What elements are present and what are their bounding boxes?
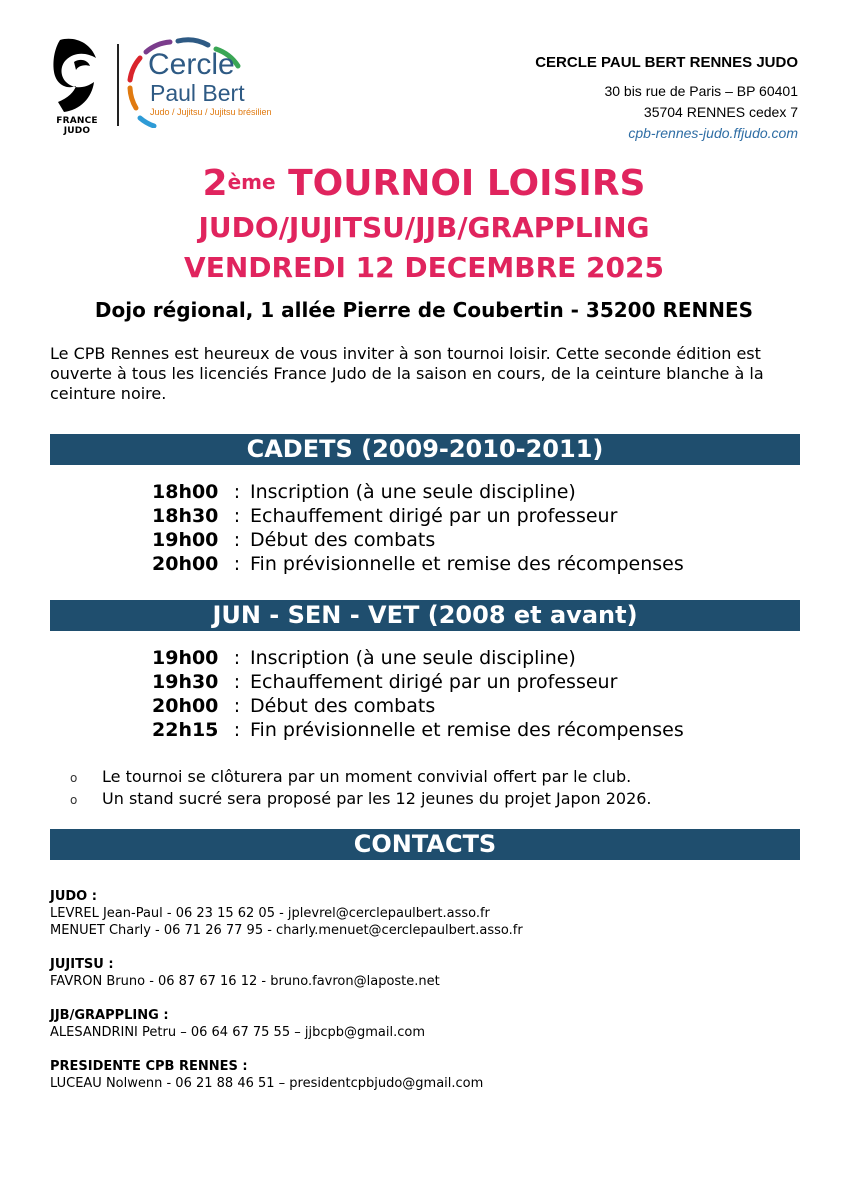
schedule-label: Fin prévisionnelle et remise des récompenses [250, 553, 684, 575]
schedule-time: 18h00 [152, 481, 219, 503]
address-line-1: 30 bis rue de Paris – BP 60401 [604, 83, 798, 99]
contact-line: FAVRON Bruno - 06 87 67 16 12 - bruno.favron@laposte.net [50, 974, 440, 989]
contact-group-jujitsu [50, 956, 810, 990]
france-judo-text-2: JUDO [63, 126, 91, 136]
notes-list [70, 766, 810, 810]
schedule-label: Début des combats [250, 695, 436, 717]
schedule-time: 19h00 [152, 647, 219, 669]
schedule-row [152, 670, 772, 694]
section-bar-contacts: CONTACTS [50, 829, 800, 860]
schedule-colon: : [233, 529, 241, 551]
schedule-label: Inscription (à une seule discipline) [250, 481, 576, 503]
schedule-time: 20h00 [152, 695, 219, 717]
schedule-label: Début des combats [250, 529, 436, 551]
schedule-label: Fin prévisionnelle et remise des récompenses [250, 719, 684, 741]
schedule-row [152, 528, 772, 552]
list-item [70, 766, 810, 788]
schedule-time: 20h00 [152, 553, 219, 575]
logo-tagline: Judo / Jujitsu / Jujitsu brésilien [150, 107, 272, 117]
schedule-colon: : [233, 719, 241, 741]
contact-heading: PRESIDENTE CPB RENNES : [50, 1059, 248, 1074]
note-text: Un stand sucré sera proposé par les 12 jeunes du projet Japon 2026. [102, 789, 652, 808]
contact-heading: JUJITSU : [50, 957, 114, 972]
france-judo-emblem-icon [52, 36, 102, 116]
title-main-text: TOURNOI LOISIRS [275, 163, 646, 204]
schedule-jun-sen-vet [152, 646, 772, 742]
tournament-venue: Dojo régional, 1 allée Pierre de Coubertin - 35200 RENNES [94, 298, 754, 322]
bullet-circle-icon: o [70, 793, 78, 807]
schedule-cadets [152, 480, 772, 576]
schedule-row [152, 646, 772, 670]
club-website-link[interactable]: cpb-rennes-judo.ffjudo.com [628, 125, 798, 141]
contact-line: MENUET Charly - 06 71 26 77 95 - charly.menuet@cerclepaulbert.asso.fr [50, 923, 523, 938]
contact-group-presidente [50, 1058, 810, 1092]
schedule-colon: : [233, 695, 241, 717]
schedule-time: 19h30 [152, 671, 219, 693]
contact-line: ALESANDRINI Petru – 06 64 67 75 55 – jjbcpb@gmail.com [50, 1025, 425, 1040]
contact-heading: JJB/GRAPPLING : [50, 1008, 169, 1023]
schedule-colon: : [233, 647, 241, 669]
schedule-label: Inscription (à une seule discipline) [250, 647, 576, 669]
section-bar-cadets: CADETS (2009-2010-2011) [50, 434, 800, 465]
intro-paragraph: Le CPB Rennes est heureux de vous inviter à son tournoi loisir. Cette seconde édition est ouverte à tous les licenciés France Judo de la saison en cours, de la ceinture blanche à la ceinture noire. [50, 344, 764, 403]
logo-text-paul-bert: Paul Bert [150, 80, 245, 106]
schedule-colon: : [233, 481, 241, 503]
section-bar-jun-sen-vet: JUN - SEN - VET (2008 et avant) [50, 600, 800, 631]
logo-text-cercle: Cercle [148, 48, 235, 81]
contact-heading: JUDO : [50, 889, 97, 904]
club-address-block [535, 54, 798, 144]
contact-group-judo [50, 888, 810, 939]
schedule-time: 18h30 [152, 505, 219, 527]
tournament-disciplines: JUDO/JUJITSU/JJB/GRAPPLING [198, 211, 650, 244]
schedule-colon: : [233, 553, 241, 575]
schedule-time: 19h00 [152, 529, 219, 551]
title-ordinal-number: 2 [202, 163, 228, 204]
logo-divider [117, 44, 119, 126]
contact-line: LEVREL Jean-Paul - 06 23 15 62 05 - jplevrel@cerclepaulbert.asso.fr [50, 906, 490, 921]
contacts-list [50, 888, 810, 1109]
list-item [70, 788, 810, 810]
schedule-time: 22h15 [152, 719, 219, 741]
schedule-label: Echauffement dirigé par un professeur [250, 671, 618, 693]
club-name: CERCLE PAUL BERT RENNES JUDO [535, 54, 798, 71]
schedule-colon: : [233, 671, 241, 693]
bullet-circle-icon: o [70, 771, 78, 785]
title-ordinal-suffix: ème [227, 170, 276, 194]
contact-group-jjb-grappling [50, 1007, 810, 1041]
note-text: Le tournoi se clôturera par un moment convivial offert par le club. [102, 767, 632, 786]
schedule-label: Echauffement dirigé par un professeur [250, 505, 618, 527]
schedule-row [152, 504, 772, 528]
schedule-row [152, 718, 772, 742]
tournament-date: VENDREDI 12 DECEMBRE 2025 [184, 251, 664, 284]
schedule-row [152, 480, 772, 504]
schedule-colon: : [233, 505, 241, 527]
schedule-row [152, 552, 772, 576]
schedule-row [152, 694, 772, 718]
contact-line: LUCEAU Nolwenn - 06 21 88 46 51 – presidentcpbjudo@gmail.com [50, 1076, 484, 1091]
cercle-paul-bert-logo [126, 36, 326, 128]
address-line-2: 35704 RENNES cedex 7 [643, 104, 798, 120]
france-judo-logo [52, 36, 102, 136]
tournament-title [0, 164, 848, 204]
france-judo-text-1: FRANCE [56, 116, 98, 126]
